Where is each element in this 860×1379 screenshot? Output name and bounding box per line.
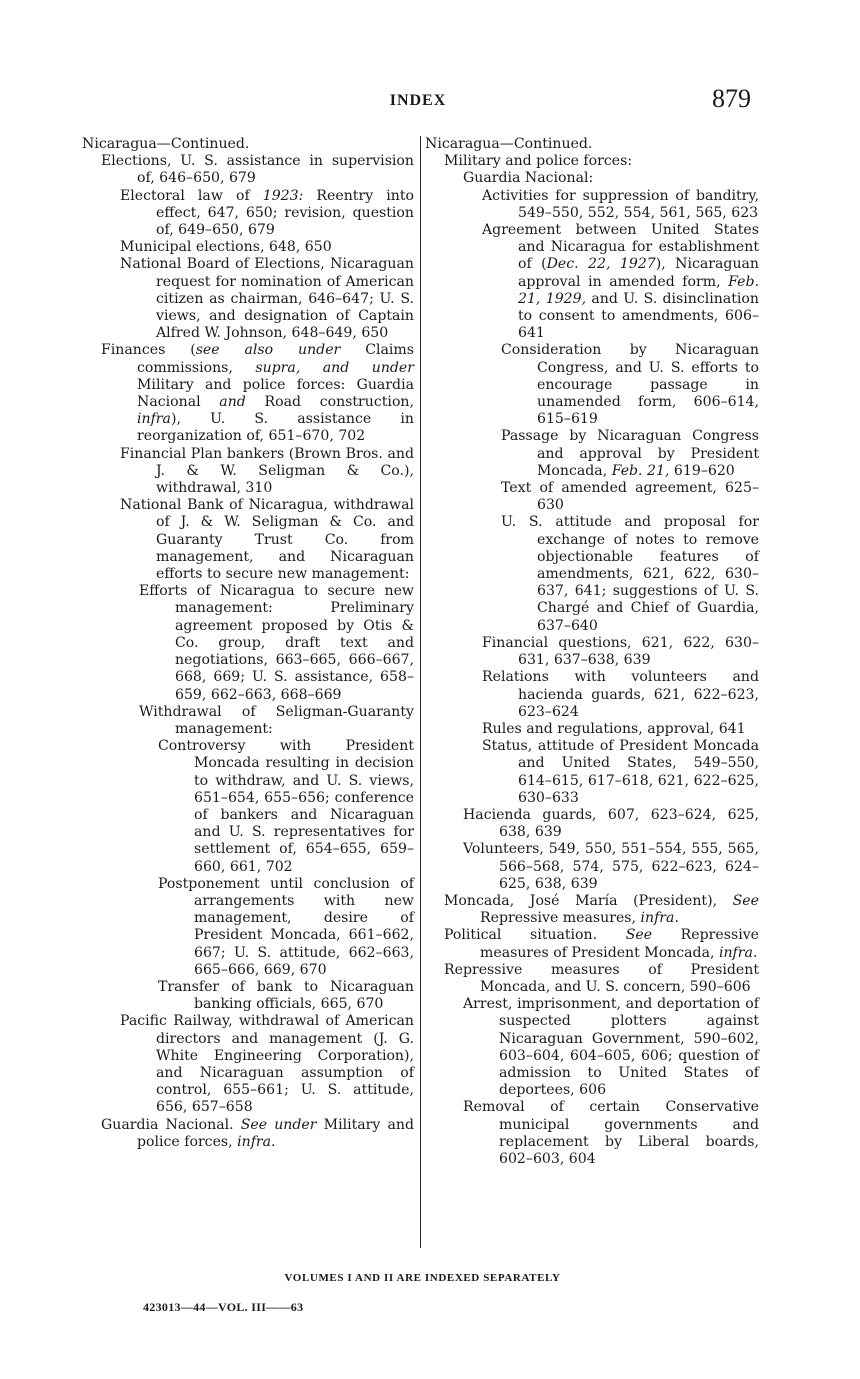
- index-entry: Elections, U. S. assistance in supervision of, 646–650, 679: [101, 153, 414, 187]
- index-entry: Volunteers, 549, 550, 551–554, 555, 565, 566–568, 574, 575, 622–623, 624–625, 638, 639: [463, 841, 759, 892]
- index-entry: Text of amended agreement, 625–630: [501, 480, 759, 514]
- index-entry: Moncada, José María (President), See Repressive measures, infra.: [444, 892, 759, 927]
- index-entry: Electoral law of 1923: Reentry into effect, 647, 650; revision, question of, 649–650, 679: [120, 187, 414, 239]
- index-entry: Withdrawal of Seligman-Guaranty management:: [139, 703, 414, 737]
- column-divider: [420, 136, 421, 1248]
- index-entry: Passage by Nicaraguan Congress and approval by President Moncada, Feb. 21, 619–620: [501, 428, 759, 479]
- index-entry: Pacific Railway, withdrawal of American directors and management (J. G. White Engineering Corporation), and Nicaraguan assumption of control, 655–661; U. S. attitude, 656, 657–658: [120, 1013, 414, 1116]
- footer-note: VOLUMES I AND II ARE INDEXED SEPARATELY: [284, 1272, 561, 1284]
- index-entry: Financial Plan bankers (Brown Bros. and J. & W. Seligman & Co.), withdrawal, 310: [120, 445, 414, 497]
- index-entry: Controversy with President Moncada resulting in decision to withdraw, and U. S. views, 651–654, 655–656; conference of bankers and Nicaraguan and U. S. representatives for settlement of, 654–655, 659–660, 661, 702: [158, 738, 414, 875]
- index-entry: Consideration by Nicaraguan Congress, and U. S. efforts to encourage passage in unamended form, 606–614, 615–619: [501, 342, 759, 428]
- index-entry: Arrest, imprisonment, and deportation of suspected plotters against Nicaraguan Government, 590–602, 603–604, 604–605, 606; question of admission to United States of deportees, 606: [463, 996, 759, 1099]
- index-entry: Removal of certain Conservative municipal governments and replacement by Liberal boards, 602–603, 604: [463, 1099, 759, 1167]
- index-column-left: [82, 136, 414, 1151]
- index-entry: Postponement until conclusion of arrangements with new management, desire of President Moncada, 661–662, 667; U. S. attitude, 662–663, 665–666, 669, 670: [158, 875, 414, 978]
- index-entry: Agreement between United States and Nicaragua for establishment of (Dec. 22, 1927), Nicaraguan approval in amended form, Feb. 21, 1929, and U. S. disinclination to consent to amendments, 606–641: [482, 222, 759, 342]
- index-entry: Status, attitude of President Moncada and United States, 549–550, 614–615, 617–618, 621, 622–625, 630–633: [482, 738, 759, 806]
- index-entry: Efforts of Nicaragua to secure new management: Preliminary agreement proposed by Otis & Co. group, draft text and negotiations, 663–665, 666–667, 668, 669; U. S. assistance, 658–659, 662–663, 668–669: [139, 583, 414, 703]
- index-entry: Nicaragua—Continued.: [425, 136, 593, 152]
- page-number: 879: [712, 84, 751, 113]
- index-entry: Relations with volunteers and hacienda guards, 621, 622–623, 623–624: [482, 669, 759, 720]
- index-entry: Financial questions, 621, 622, 630–631, 637–638, 639: [482, 634, 759, 669]
- page-title: INDEX: [389, 92, 447, 109]
- index-entry: Military and police forces:: [444, 153, 633, 170]
- index-entry: Political situation. See Repressive measures of President Moncada, infra.: [444, 927, 760, 961]
- index-entry: National Bank of Nicaragua, withdrawal of J. & W. Seligman & Co. and Guaranty Trust Co. from management, and Nicaraguan efforts to secure new management:: [120, 497, 414, 583]
- index-entry: Finances (see also under Claims commissions, supra, and under Military and police forces: Guardia Nacional and Road construction, infra), U. S. assistance in reorganization of, 651–670, 702: [101, 342, 414, 445]
- index-entry: U. S. attitude and proposal for exchange of notes to remove objectionable features of amendments, 621, 622, 630–637, 641; suggestions of U. S. Chargé and Chief of Guardia, 637–640: [501, 514, 759, 634]
- index-entry: Activities for suppression of banditry, 549–550, 552, 554, 561, 565, 623: [482, 187, 759, 221]
- index-entry: Rules and regulations, approval, 641: [482, 720, 746, 737]
- index-entry: National Board of Elections, Nicaraguan request for nomination of American citizen as chairman, 646–647; U. S. views, and designation of Captain Alfred W. Johnson, 648–649, 650: [120, 256, 414, 342]
- print-code: 423013—44—VOL. III——63: [143, 1300, 304, 1314]
- index-entry: Repressive measures of President Moncada, and U. S. concern, 590–606: [444, 961, 759, 995]
- index-entry: Guardia Nacional. See under Military and police forces, infra.: [101, 1116, 414, 1150]
- index-entry: Nicaragua—Continued.: [82, 136, 250, 152]
- index-entry: Transfer of bank to Nicaraguan banking officials, 665, 670: [158, 978, 414, 1013]
- index-entry: Hacienda guards, 607, 623–624, 625, 638, 639: [463, 806, 759, 841]
- index-entry: Municipal elections, 648, 650: [120, 239, 332, 256]
- index-column-right: [425, 136, 759, 1168]
- index-entry: Guardia Nacional:: [463, 170, 594, 187]
